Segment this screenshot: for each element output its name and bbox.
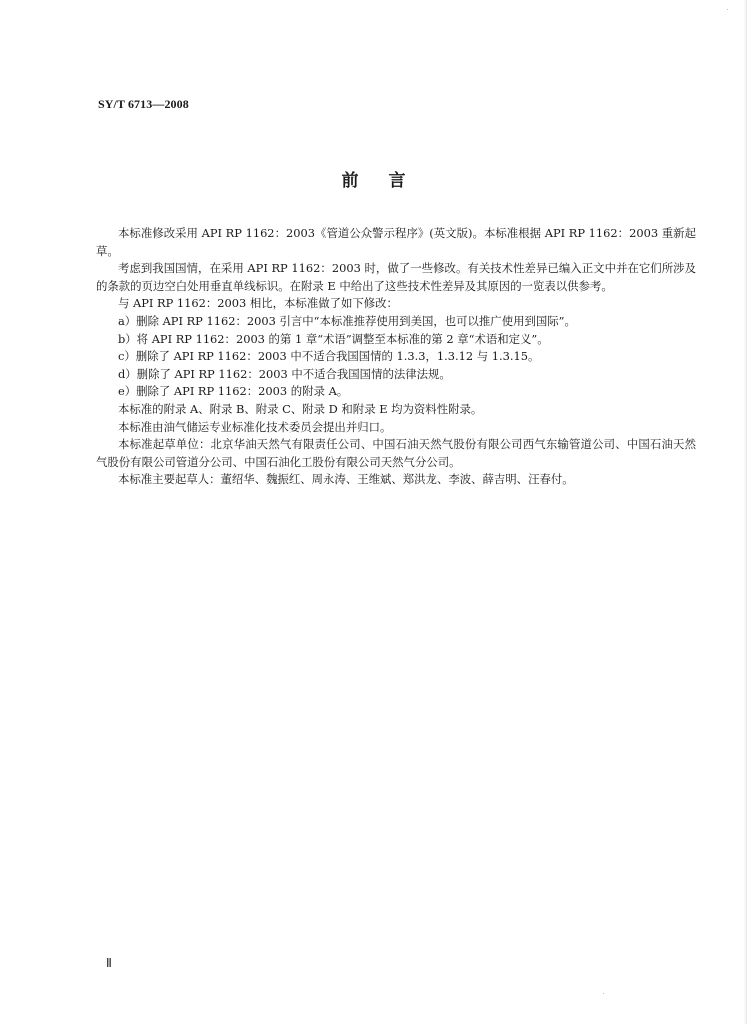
scan-speck — [727, 9, 728, 10]
list-item-d: d）删除了 API RP 1162：2003 中不适合我国国情的法律法规。 — [118, 366, 451, 381]
page-number: Ⅱ — [106, 956, 112, 970]
page-title — [0, 166, 747, 191]
paragraph-comparison-intro: 与 API RP 1162：2003 相比，本标准做了如下修改： — [118, 296, 398, 311]
list-item-c: c）删除了 API RP 1162：2003 中不适合我国国情的 1.3.3，1.3.12 与 1.3.15。 — [118, 349, 540, 364]
list-item-b: b）将 API RP 1162：2003 的第 1 章“术语”调整至本标准的第 2 章“术语和定义”。 — [118, 331, 549, 346]
paragraph-proposer: 本标准由油气储运专业标准化技术委员会提出并归口。 — [118, 419, 392, 434]
paragraph-appendices: 本标准的附录 A、附录 B、附录 C、附录 D 和附录 E 均为资料性附录。 — [118, 401, 483, 416]
standard-number-header: SY/T 6713—2008 — [98, 97, 189, 111]
scan-speck — [603, 993, 604, 994]
page-title-part-1: 前 — [341, 171, 359, 191]
foreword-body — [96, 225, 696, 489]
page-title-part-2: 言 — [388, 171, 406, 191]
list-item-e: e）删除了 API RP 1162：2003 的附录 A。 — [118, 384, 349, 399]
paragraph-drafters: 本标准主要起草人：董绍华、魏振红、周永涛、王维斌、郑洪龙、李波、薛吉明、汪春付。 — [118, 472, 574, 487]
list-item-a: a）删除 API RP 1162：2003 引言中“本标准推荐使用到美国，也可以推广使用到国际”。 — [118, 313, 576, 328]
paragraph-drafting-units: 本标准起草单位：北京华油天然气有限责任公司、中国石油天然气股份有限公司西气东输管道公司、中国石油天然气股份有限公司管道分公司、中国石油化工股份有限公司天然气分公司。 — [96, 437, 696, 469]
paragraph-modifications-note: 考虑到我国国情，在采用 API RP 1162：2003 时，做了一些修改。有关技术性差异已编入正文中并在它们所涉及的条款的页边空白处用垂直单线标识。在附录 E 中给出了这些技术性差异及其原因的一览表以供参考。 — [96, 261, 696, 293]
paragraph-adoption: 本标准修改采用 API RP 1162：2003《管道公众警示程序》(英文版)。本标准根据 API RP 1162：2003 重新起草。 — [96, 226, 696, 258]
